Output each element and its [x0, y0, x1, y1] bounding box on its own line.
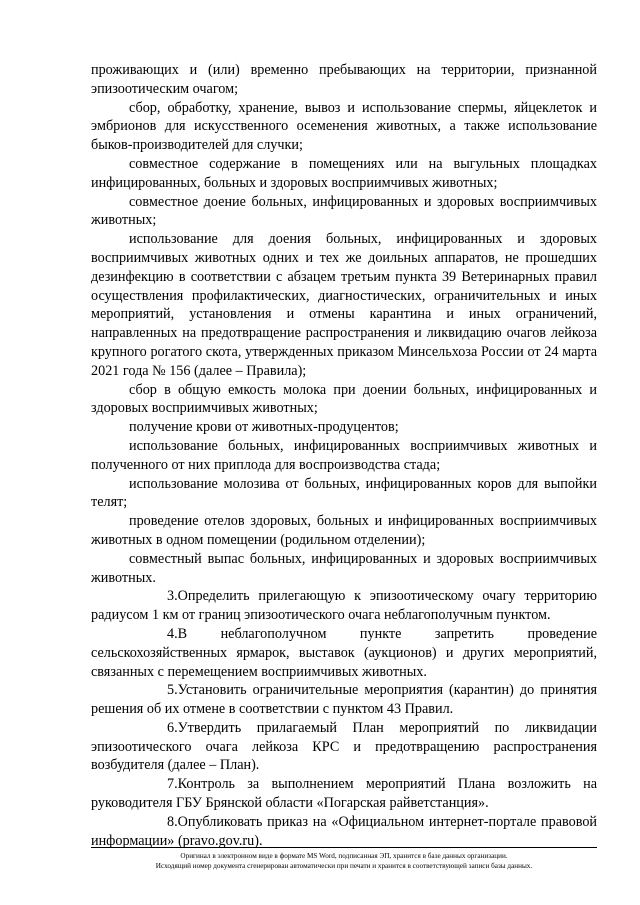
item-number: 5. — [167, 682, 178, 699]
paragraph-7: получение крови от животных-продуцентов; — [129, 419, 399, 436]
numbered-item-7 — [91, 775, 597, 813]
footer-line-2: Исходящий номер документа сгенерирован автоматически при печати и хранится в соответствующей записи базы данных. — [155, 862, 533, 870]
footer-line-1: Оригинал в электронном виде в формате MS Word, подписанная ЭП, хранится в базе данных организации. — [180, 852, 508, 860]
item-number: 4. — [167, 625, 178, 642]
footer-divider — [91, 847, 597, 848]
paragraph-3: совместное содержание в помещениях или на выгульных площадках инфицированных, больных и здоровых восприимчивых животных; — [91, 155, 597, 191]
item-text: Опубликовать приказ на «Официальном интернет-портале правовой информации» (pravo.gov.ru). — [91, 813, 597, 849]
numbered-item-5 — [91, 681, 597, 719]
item-number: 8. — [167, 813, 178, 830]
paragraph-6: сбор в общую емкость молока при доении больных, инфицированных и здоровых восприимчивых животных; — [91, 381, 597, 417]
item-number: 6. — [167, 719, 178, 736]
paragraph-9: использование молозива от больных, инфицированных коров для выпойки телят; — [91, 475, 597, 511]
footer-note — [91, 851, 597, 871]
paragraph-10: проведение отелов здоровых, больных и инфицированных восприимчивых животных в одном помещении (родильном отделении); — [91, 513, 597, 548]
item-text: Контроль за выполнением мероприятий Плана возложить на руководителя ГБУ Брянской области «Погарская райветстанция». — [91, 776, 597, 812]
numbered-item-3 — [91, 587, 597, 625]
numbered-item-8 — [91, 813, 597, 851]
item-number: 7. — [167, 776, 178, 793]
paragraph-5: использование для доения больных, инфицированных и здоровых восприимчивых животных одних и тех же доильных аппаратов, не прошедших дезинфекцию в соответствии с абзацем третьим пункта 39 Ветеринарных правил осуществления профилактических, диагностических, ограничительных и иных мероприятий, установления и отмены карантина и иных ограничений, направленных на предотвращение распространения и ликвидацию очагов лейкоза крупного рогатого скота, утвержденных приказом Минсельхоза России от 24 марта 2021 года № 156 (далее – Правила); — [91, 231, 597, 379]
item-text: В неблагополучном пункте запретить проведение сельскохозяйственных ярмарок, выставок (аукционов) и других мероприятий, связанных с перемещением восприимчивых животных. — [91, 625, 597, 680]
paragraph-1: проживающих и (или) временно пребывающих на территории, признанной эпизоотическим очагом; — [91, 62, 597, 97]
item-text: Определить прилегающую к эпизоотическому очагу территорию радиусом 1 км от границ эпизоотического очага неблагополучным пунктом. — [91, 588, 597, 624]
numbered-item-4 — [91, 625, 597, 681]
paragraph-2: сбор, обработку, хранение, вывоз и использование спермы, яйцеклеток и эмбрионов для искусственного осеменения животных, а также использование быков-производителей для случки; — [91, 99, 597, 154]
item-text: Утвердить прилагаемый План мероприятий по ликвидации эпизоотического очага лейкоза КРС и предотвращению распространения возбудителя (далее – План). — [91, 719, 597, 774]
numbered-item-6 — [91, 719, 597, 775]
item-text: Установить ограничительные мероприятия (карантин) до принятия решения об их отмене в соответствии с пунктом 43 Правил. — [91, 682, 597, 718]
paragraph-4: совместное доение больных, инфицированных и здоровых восприимчивых животных; — [91, 193, 597, 229]
item-number: 3. — [167, 588, 178, 605]
paragraph-8: использование больных, инфицированных восприимчивых животных и полученного от них приплода для воспроизводства стада; — [91, 437, 597, 473]
paragraph-11: совместный выпас больных, инфицированных и здоровых восприимчивых животных. — [91, 550, 597, 586]
document-body — [91, 61, 597, 850]
